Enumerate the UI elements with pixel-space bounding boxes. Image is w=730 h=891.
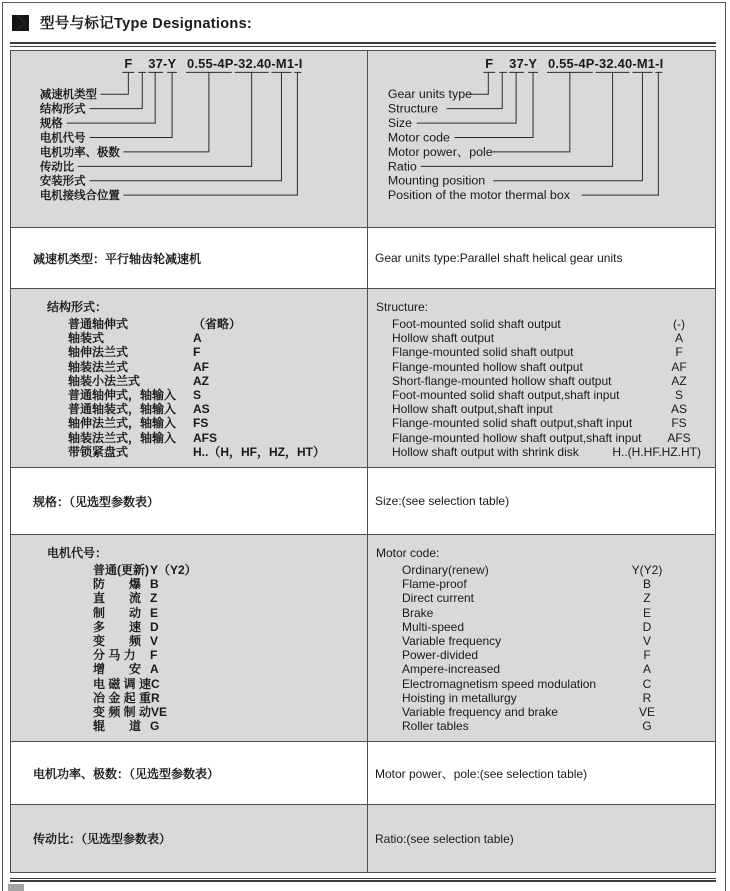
item-code: D — [150, 619, 159, 634]
item-code: F — [643, 648, 651, 663]
diagram-cell-en — [368, 51, 716, 227]
list-item — [368, 691, 715, 705]
structure-cell-en — [368, 289, 715, 467]
item-label: 普通轴伸式，轴输入 — [68, 388, 177, 403]
list-item — [11, 345, 367, 359]
structure-row — [11, 289, 715, 468]
item-code: F — [193, 345, 201, 360]
list-item — [368, 648, 715, 662]
motor-code-cell-zh — [11, 535, 368, 741]
list-item — [11, 563, 367, 577]
item-code: D — [642, 619, 652, 634]
list-item — [368, 634, 715, 648]
list-item — [368, 662, 715, 676]
structure-title-en: Structure: — [376, 300, 429, 314]
list-item — [11, 416, 367, 430]
list-item — [11, 620, 367, 634]
motor-code-list-en — [368, 563, 715, 733]
list-item — [11, 388, 367, 402]
item-code: S — [193, 388, 202, 403]
item-label: Roller tables — [402, 719, 469, 734]
ratio-zh: 传动比：（见选型参数表） — [11, 805, 368, 872]
item-label: Foot-mounted solid shaft output,shaft input — [392, 388, 620, 403]
item-code: V — [642, 634, 651, 649]
diagram-label: Gear units type — [387, 87, 473, 102]
diagram-label: Position of the motor thermal box — [387, 188, 570, 203]
item-label: 轴装法兰式，轴输入 — [68, 430, 177, 445]
chevron-right-icon — [12, 14, 31, 32]
item-label: 辊 道 — [93, 719, 142, 734]
list-item — [368, 388, 715, 402]
diagram-label: Size — [387, 116, 413, 131]
item-label: Flange-mounted hollow shaft output,shaft input — [392, 430, 642, 445]
item-code: VE — [638, 705, 655, 720]
item-label: Hollow shaft output,shaft input — [392, 402, 553, 417]
item-code: AS — [670, 402, 687, 417]
code-part: 37-Y — [509, 55, 538, 71]
item-code: G — [642, 719, 652, 734]
diagram-label: 规格 — [39, 118, 63, 131]
item-label: Foot-mounted solid shaft output — [392, 317, 561, 331]
list-item — [368, 563, 715, 577]
diagram-row — [11, 51, 715, 228]
item-label: 增 安 — [93, 662, 142, 677]
item-code: AFS — [667, 430, 691, 445]
list-item — [11, 648, 367, 662]
page-header — [12, 12, 252, 33]
item-label: Variable frequency and brake — [402, 705, 558, 720]
code-part: F — [485, 55, 494, 71]
list-item — [368, 606, 715, 620]
diagram-label: 电机接线合位置 — [39, 190, 120, 203]
list-item — [11, 360, 367, 374]
list-item — [11, 662, 367, 676]
item-code: A — [674, 331, 683, 346]
list-item — [11, 606, 367, 620]
item-code: AFS — [193, 430, 217, 445]
list-item — [11, 331, 367, 345]
item-label: 变 频 制 动 — [93, 705, 152, 720]
item-code: E — [642, 605, 651, 620]
motor-power-zh: 电机功率、极数：（见选型参数表） — [11, 742, 368, 804]
item-code: AZ — [193, 373, 209, 388]
item-label: Flange-mounted solid shaft output,shaft input — [392, 416, 633, 431]
item-code: H..(H.HF.HZ.HT) — [612, 444, 701, 459]
item-label: Electromagnetism speed modulation — [402, 676, 597, 691]
list-item — [11, 719, 367, 733]
list-item — [11, 431, 367, 445]
item-code: G — [150, 719, 160, 734]
list-item — [11, 445, 367, 459]
item-label: 多 速 — [93, 619, 142, 634]
item-label: Multi-speed — [402, 619, 465, 634]
item-code: A — [642, 662, 651, 677]
gear-type-row — [11, 228, 715, 289]
structure-list-en — [368, 317, 715, 459]
item-code: B — [150, 577, 159, 592]
item-code: R — [642, 690, 652, 705]
item-code: FS — [671, 416, 687, 431]
item-label: 轴伸法兰式，轴输入 — [68, 416, 177, 431]
header-rule — [10, 42, 716, 47]
motor-power-row — [11, 742, 715, 805]
item-label: Hollow shaft output — [392, 331, 495, 346]
motor-power-en: Motor power、pole:(see selection table) — [375, 766, 588, 781]
item-label: Power-divided — [402, 648, 479, 663]
item-label: 分 马 力 — [93, 648, 136, 663]
item-label: 变 频 — [93, 634, 142, 649]
list-item — [368, 360, 715, 374]
motor-code-cell-en — [368, 535, 715, 741]
item-code: H..（H，HF，HZ，HT） — [193, 444, 325, 459]
diagram-label: 结构形式 — [39, 103, 86, 116]
diagram-label: 电机代号 — [39, 132, 86, 145]
item-code: Z — [643, 591, 651, 606]
footer-rule — [10, 878, 716, 882]
motor-code-list-zh — [11, 563, 367, 733]
item-label: Brake — [402, 605, 434, 620]
diagram-label: Motor code — [387, 130, 450, 145]
item-label: Ampere-increased — [402, 662, 501, 677]
diagram-label: Motor power、pole — [387, 144, 493, 159]
item-label: Flame-proof — [402, 577, 467, 592]
item-code: Y（Y2） — [150, 563, 197, 577]
list-item — [368, 591, 715, 605]
list-item — [368, 416, 715, 430]
item-label: 普通轴装式，轴输入 — [68, 402, 177, 417]
size-row — [11, 468, 715, 535]
item-code: Y(Y2) — [631, 563, 663, 577]
diagram-label: 安装形式 — [39, 175, 86, 188]
item-code: （省略） — [193, 317, 242, 331]
list-item — [11, 691, 367, 705]
list-item — [11, 402, 367, 416]
list-item — [368, 331, 715, 345]
size-en: Size:(see selection table) — [375, 494, 510, 508]
designation-diagram-en — [368, 51, 716, 227]
list-item — [368, 677, 715, 691]
designation-table — [10, 50, 716, 873]
list-item — [11, 677, 367, 691]
diagram-label: Structure — [387, 101, 439, 116]
item-label: 轴装式 — [68, 331, 105, 346]
size-zh: 规格：（见选型参数表） — [11, 468, 368, 534]
diagram-label: 减速机类型 — [39, 89, 97, 102]
page-title: 型号与标记Type Designations: — [40, 16, 253, 32]
item-code: V — [150, 634, 159, 649]
item-code: A — [193, 331, 202, 346]
code-part: 0.55-4P-32.40-M1-I — [547, 55, 664, 71]
diagram-label: 电机功率、极数 — [39, 146, 120, 159]
item-label: Variable frequency — [402, 634, 502, 649]
item-code: B — [642, 577, 651, 592]
item-code: AF — [671, 359, 687, 374]
list-item — [368, 317, 715, 331]
item-label: Flange-mounted solid shaft output — [392, 345, 574, 360]
item-label: 制 动 — [93, 605, 142, 620]
item-code: E — [150, 605, 159, 620]
item-label: 轴装法兰式 — [68, 359, 129, 374]
item-code: F — [150, 648, 158, 663]
code-part: 37-Y — [148, 55, 177, 71]
item-label: Hollow shaft output with shrink disk — [392, 444, 579, 459]
ratio-row — [11, 805, 715, 872]
item-label: 带锁紧盘式 — [68, 444, 129, 459]
motor-code-row — [11, 535, 715, 742]
item-label: 直 流 — [93, 591, 142, 606]
list-item — [368, 577, 715, 591]
item-label: Hoisting in metallurgy — [402, 690, 517, 705]
item-label: Ordinary(renew) — [402, 563, 489, 577]
item-label: 普通(更新) — [93, 563, 149, 577]
code-part: 0.55-4P-32.40-M1-I — [187, 55, 303, 71]
item-label: Flange-mounted hollow shaft output — [392, 359, 583, 374]
item-code: R — [151, 690, 160, 705]
list-item — [368, 445, 715, 459]
item-code: F — [675, 345, 683, 360]
diagram-label: Ratio — [387, 159, 417, 174]
item-label: 电 磁 调 速 — [93, 676, 152, 691]
list-item — [11, 591, 367, 605]
diagram-cell-zh — [11, 51, 368, 227]
list-item — [368, 620, 715, 634]
item-code: C — [642, 676, 652, 691]
diagram-label: Mounting position — [387, 173, 486, 188]
item-code: C — [151, 676, 160, 691]
list-item — [368, 402, 715, 416]
gear-type-en: Gear units type:Parallel shaft helical gear units — [375, 251, 623, 265]
structure-title-zh: 结构形式： — [47, 300, 108, 314]
item-code: AS — [193, 402, 210, 417]
item-code: VE — [151, 705, 168, 720]
page-corner-mark — [8, 884, 24, 891]
item-label: 防 爆 — [93, 577, 142, 592]
item-code: (-) — [673, 317, 685, 331]
list-item — [368, 719, 715, 733]
item-code: FS — [193, 416, 209, 431]
gear-type-zh: 减速机类型：平行轴齿轮减速机 — [11, 228, 368, 288]
list-item — [11, 577, 367, 591]
item-label: 轴装小法兰式 — [68, 373, 141, 388]
list-item — [368, 705, 715, 719]
motor-code-title-zh: 电机代号： — [47, 546, 108, 560]
ratio-en: Ratio:(see selection table) — [375, 831, 514, 846]
item-label: Short-flange-mounted hollow shaft output — [392, 373, 612, 388]
list-item — [368, 431, 715, 445]
list-item — [11, 634, 367, 648]
structure-cell-zh — [11, 289, 368, 467]
item-label: 冶 金 起 重 — [93, 690, 152, 705]
list-item — [11, 705, 367, 719]
item-label: 轴伸法兰式 — [68, 345, 129, 360]
diagram-label: 传动比 — [39, 161, 75, 174]
designation-diagram-zh — [11, 51, 367, 227]
item-label: 普通轴伸式 — [68, 317, 129, 331]
item-code: Z — [150, 591, 158, 606]
item-code: AF — [193, 359, 209, 374]
item-code: AZ — [671, 373, 687, 388]
list-item — [368, 345, 715, 359]
item-code: A — [150, 662, 159, 677]
list-item — [11, 317, 367, 331]
item-code: S — [674, 388, 683, 403]
list-item — [11, 374, 367, 388]
motor-code-title-en: Motor code: — [376, 546, 440, 560]
list-item — [368, 374, 715, 388]
structure-list-zh — [11, 317, 367, 459]
item-label: Direct current — [402, 591, 475, 606]
code-part: F — [124, 55, 133, 71]
